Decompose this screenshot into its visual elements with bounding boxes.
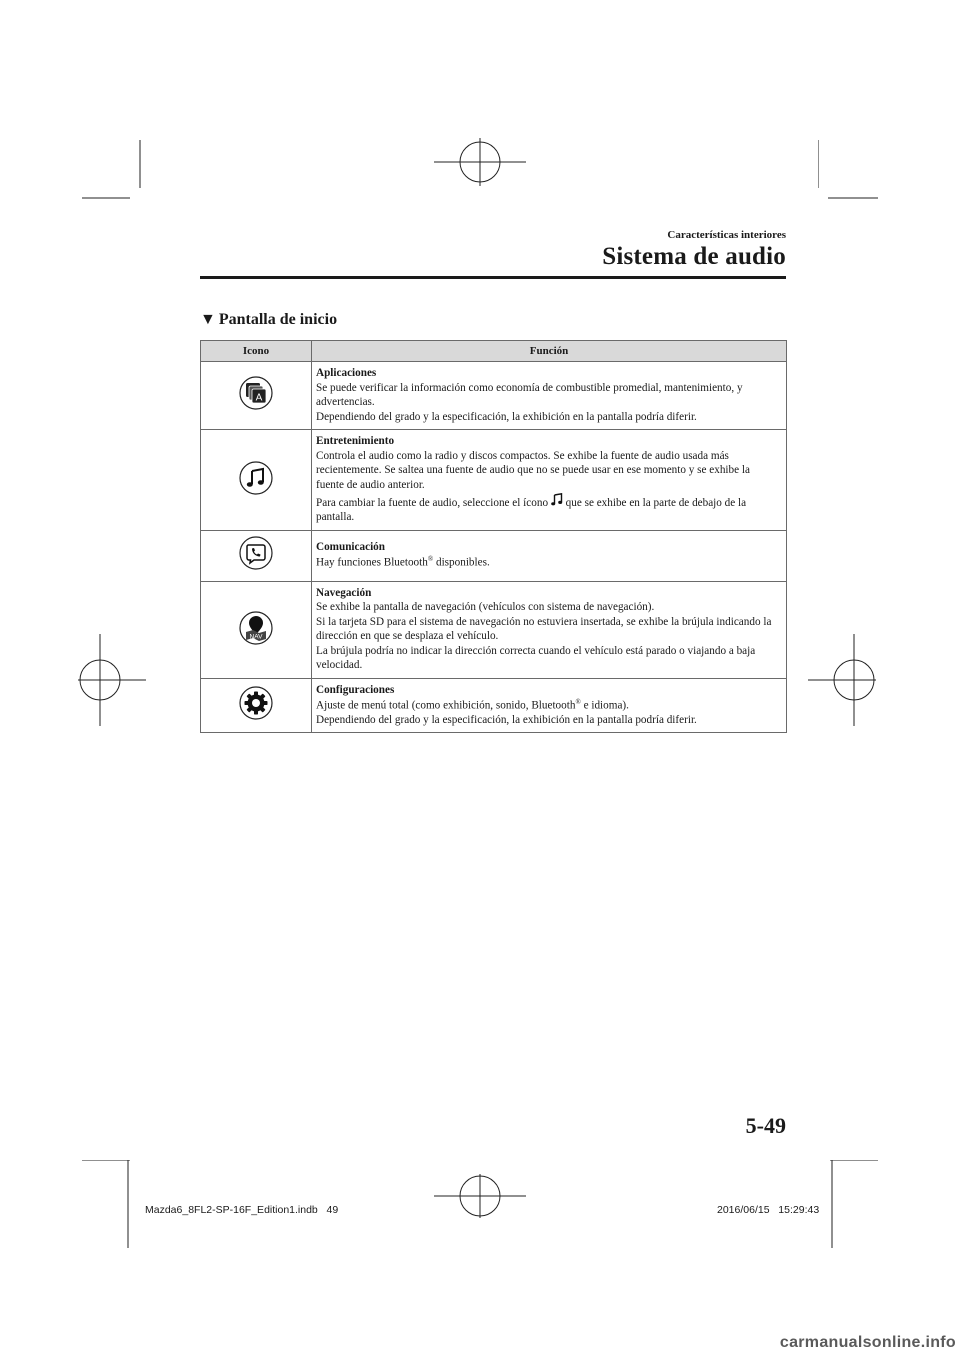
svg-text:A: A <box>255 392 263 404</box>
icon-cell <box>201 581 312 678</box>
navigation-icon <box>239 611 273 645</box>
registration-mark-bottom <box>434 1150 526 1242</box>
function-description: Dependiendo del grado y la especificación, la exhibición en la pantalla podría diferir. <box>316 713 697 726</box>
table-row <box>201 430 787 530</box>
music-note-icon <box>551 493 563 506</box>
music-note-icon <box>239 461 273 495</box>
description-part: Ajuste de menú total (como exhibición, sonido, Bluetooth <box>316 699 576 712</box>
function-description: Si la tarjeta SD para el sistema de navegación no estuviera insertada, se exhibe la brújula indicando la dirección en que se desplaza el vehículo. <box>316 615 772 643</box>
function-description: Dependiendo del grado y la especificación, la exhibición en la pantalla podría diferir. <box>316 410 697 423</box>
function-description: Controla el audio como la radio y discos compactos. Se exhibe la fuente de audio usada más recientemente. Se saltea una fuente de audio que no se puede usar en ese momento y se exhibe la fuente de audio anterior. <box>316 449 750 491</box>
column-header-icon: Icono <box>201 341 312 362</box>
function-description <box>316 555 780 570</box>
function-name: Navegación <box>316 586 372 599</box>
table-row <box>201 581 787 678</box>
nav-icon-label: NAV <box>249 633 263 641</box>
column-header-function: Función <box>312 341 787 362</box>
description-part: disponibles. <box>433 556 490 569</box>
registered-mark: ® <box>427 554 434 563</box>
home-screen-table <box>200 340 787 733</box>
footer-timestamp: 2016/06/15 15:29:43 <box>717 1204 820 1216</box>
registration-mark-top <box>434 116 526 208</box>
icon-cell <box>201 362 312 430</box>
icon-cell <box>201 430 312 530</box>
function-cell <box>312 530 787 581</box>
function-description: La brújula podría no indicar la dirección correcta cuando el vehículo está parado o viajando a baja velocidad. <box>316 644 756 672</box>
crop-mark-bottom-right <box>830 1160 922 1252</box>
registered-mark: ® <box>575 697 581 706</box>
function-name: Aplicaciones <box>316 367 377 379</box>
table-header-row <box>201 341 787 362</box>
applications-icon <box>239 376 273 410</box>
function-description: Se puede verificar la información como economía de combustible promedial, mantenimiento, y advertencias. <box>316 381 743 409</box>
description-part: e idioma). <box>580 699 629 712</box>
function-name: Configuraciones <box>316 684 395 696</box>
function-cell <box>312 362 787 430</box>
header-section-label: Características interiores <box>667 229 786 241</box>
header-divider <box>200 276 786 279</box>
page-number: 5-49 <box>745 1113 786 1138</box>
function-cell <box>312 581 787 678</box>
registration-mark-right <box>808 634 900 726</box>
phone-icon <box>239 536 273 570</box>
function-name: Comunicación <box>316 541 385 554</box>
gear-icon <box>239 686 273 720</box>
section-title-text: Pantalla de inicio <box>218 311 338 328</box>
triangle-down-icon: ▼ <box>200 311 216 328</box>
function-description <box>316 698 780 713</box>
watermark: carmanualsonline.info <box>779 1334 956 1351</box>
description-part: Hay funciones Bluetooth <box>316 556 428 569</box>
page-title: Sistema de audio <box>602 243 786 270</box>
function-cell <box>312 679 787 733</box>
registration-mark-left <box>54 634 146 726</box>
function-name: Entretenimiento <box>316 435 395 448</box>
function-note <box>316 493 780 525</box>
note-text-before: Para cambiar la fuente de audio, seleccione el ícono <box>316 496 549 509</box>
section-title <box>200 311 337 329</box>
table-row <box>201 530 787 581</box>
footer-file-info: Mazda6_8FL2-SP-16F_Edition1.indb 49 <box>145 1204 339 1216</box>
table-row <box>201 362 787 430</box>
icon-cell <box>201 679 312 733</box>
function-description: Se exhibe la pantalla de navegación (vehículos con sistema de navegación). <box>316 601 655 614</box>
table-row <box>201 679 787 733</box>
crop-mark-top-left <box>82 140 174 232</box>
function-cell <box>312 430 787 530</box>
crop-mark-top-right <box>818 140 910 232</box>
note-text-after: que se exhibe en la parte de debajo de la pantalla. <box>316 496 747 524</box>
icon-cell <box>201 530 312 581</box>
